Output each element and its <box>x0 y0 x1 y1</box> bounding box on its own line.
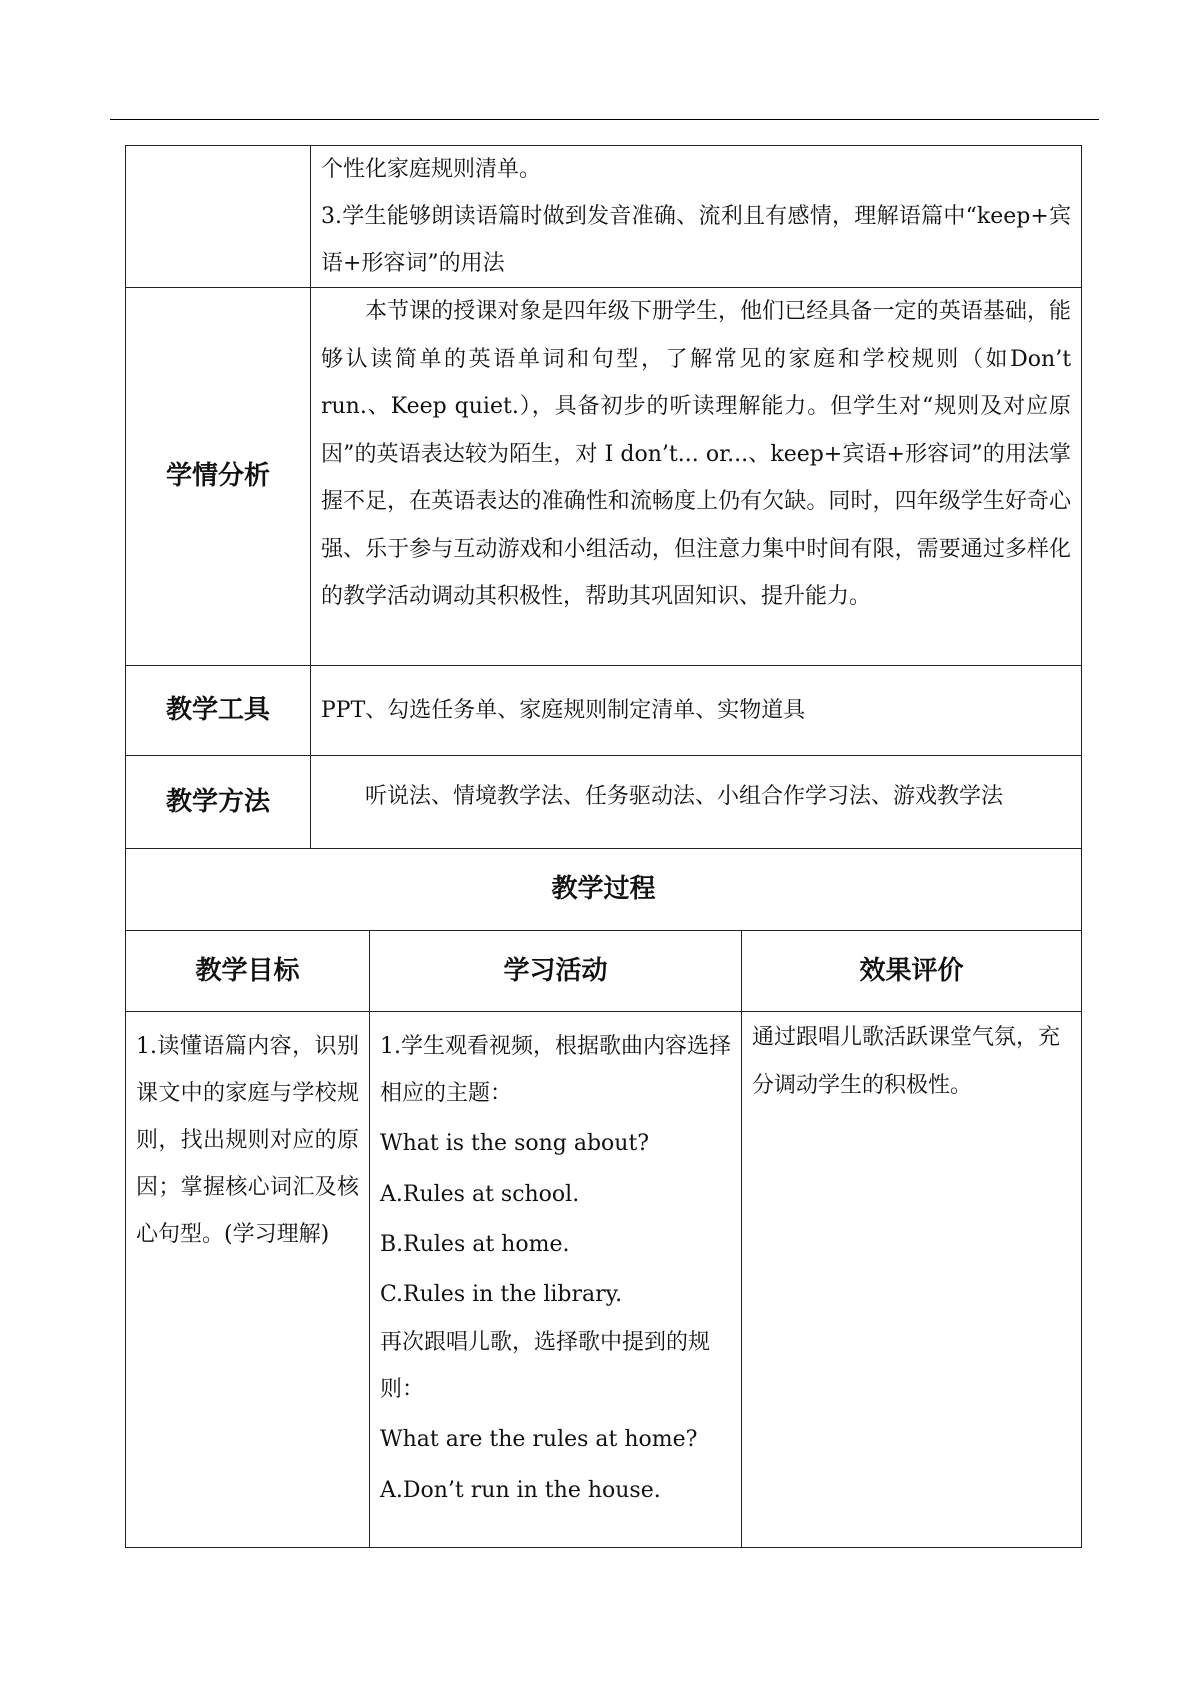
goal-text: 1.读懂语篇内容，识别课文中的家庭与学校规则，找出规则对应的原因；掌握核心词汇及核心句型。(学习理解) <box>136 1034 359 1247</box>
teaching-methods-cell <box>311 756 1082 849</box>
process-content-row <box>126 1012 1082 1548</box>
header-evaluation: 效果评价 <box>742 931 1082 1012</box>
student-analysis-label: 学情分析 <box>126 288 311 666</box>
teaching-methods-label: 教学方法 <box>126 756 311 849</box>
empty-label-cell <box>126 146 311 288</box>
header-goal: 教学目标 <box>126 931 370 1012</box>
activity-line: What is the song about? <box>380 1131 650 1156</box>
student-analysis-cell <box>311 288 1082 666</box>
process-title-row <box>126 849 1082 931</box>
activity-line: A.Don’t run in the house. <box>380 1478 661 1503</box>
process-header-row <box>126 931 1082 1012</box>
activity-line: What are the rules at home? <box>380 1427 698 1452</box>
teaching-tools-text: PPT、勾选任务单、家庭规则制定清单、实物道具 <box>321 698 806 723</box>
objectives-continued-cell <box>311 146 1082 288</box>
teaching-tools-label: 教学工具 <box>126 666 311 756</box>
teaching-tools-row <box>126 666 1082 756</box>
student-analysis-row <box>126 288 1082 666</box>
lesson-plan-table <box>125 145 1082 1548</box>
header-rule <box>110 119 1099 120</box>
teaching-tools-cell <box>311 666 1082 756</box>
activity-line: 再次跟唱儿歌，选择歌中提到的规则： <box>380 1330 711 1402</box>
activity-line: C.Rules in the library. <box>380 1282 623 1307</box>
activity-line: A.Rules at school. <box>380 1182 580 1207</box>
evaluation-cell <box>742 1012 1082 1548</box>
teaching-methods-row <box>126 756 1082 849</box>
header-activity: 学习活动 <box>370 931 742 1012</box>
activity-line: 1.学生观看视频，根据歌曲内容选择相应的主题： <box>380 1034 731 1106</box>
teaching-methods-text: 听说法、情境教学法、任务驱动法、小组合作学习法、游戏教学法 <box>365 783 1004 809</box>
process-title: 教学过程 <box>126 849 1082 931</box>
evaluation-text: 通过跟唱儿歌活跃课堂气氛，充分调动学生的积极性。 <box>752 1025 1061 1098</box>
goal-cell <box>126 1012 370 1548</box>
objective-line: 个性化家庭规则清单。 <box>321 157 542 182</box>
objective-line: 3.学生能够朗读语篇时做到发音准确、流利且有感情，理解语篇中“keep+宾语+形容词”的用法 <box>321 204 1072 276</box>
activity-line: B.Rules at home. <box>380 1232 570 1257</box>
activity-cell <box>370 1012 742 1548</box>
objectives-continued-row <box>126 146 1082 288</box>
student-analysis-text: 本节课的授课对象是四年级下册学生，他们已经具备一定的英语基础，能够认读简单的英语单词和句型，了解常见的家庭和学校规则（如Don’t run.、Keep quiet.），具备初步的听读理解能力。但学生对“规则及对应原因”的英语表达较为陌生，对 I don’t... or...、keep+宾语+形容词”的用法掌握不足，在英语表达的准确性和流畅度上仍有欠缺。同时，四年级学生好奇心强、乐于参与互动游戏和小组活动，但注意力集中时间有限，需要通过多样化的教学活动调动其积极性，帮助其巩固知识、提升能力。 <box>321 299 1072 609</box>
